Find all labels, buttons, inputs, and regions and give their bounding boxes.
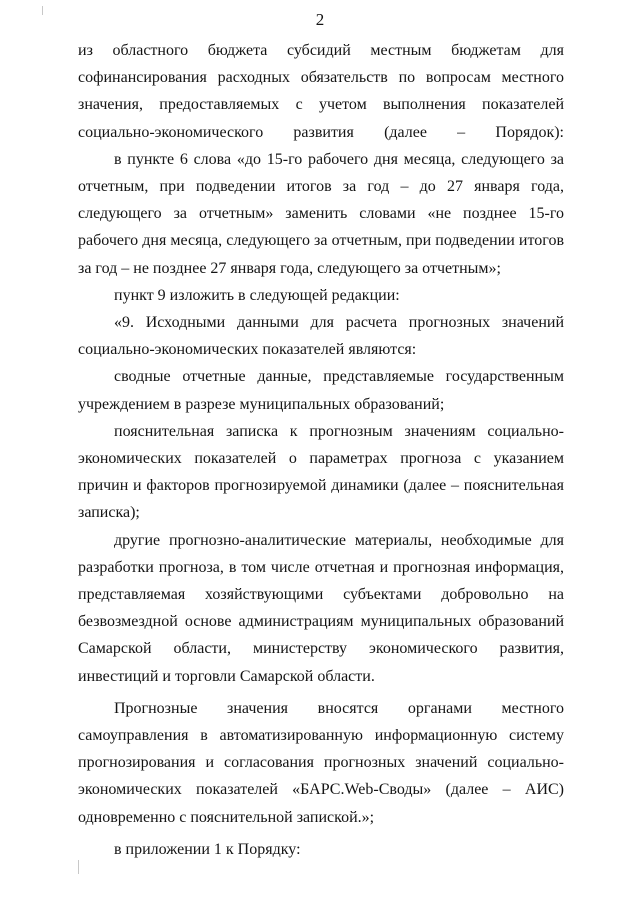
- paragraph-item-9-intro: пункт 9 изложить в следующей редакции:: [114, 286, 400, 304]
- paragraph-item-9-text: «9. Исходными данными для расчета прогнозных значений социально-экономических показателей являются:: [78, 314, 564, 359]
- paragraph-other-materials: другие прогнозно-аналитические материалы, необходимые для разработки прогноза, в том числе отчетная и прогнозная информация, представляемая хозяйствующими субъектами добровольно на безвозмездной основе администрациям муниципальных образований Самарской области, министерству экономического развития, инвестиций и торговли Самарской области.: [78, 531, 564, 685]
- document-body: [78, 37, 564, 863]
- paragraph-appendix-1: в приложении 1 к Порядку:: [114, 840, 301, 858]
- scan-mark: [78, 860, 79, 874]
- paragraph-summary-data: сводные отчетные данные, представляемые государственным учреждением в разрезе муниципальных образований;: [78, 368, 564, 413]
- paragraph-item-6: в пункте 6 слова «до 15-го рабочего дня месяца, следующего за отчетным, при подведении итогов за год – до 27 января года, следующего за отчетным» заменить словами «не позднее 15-го рабочего дня месяца, следующего за отчетным, при подведении итогов за год – не позднее 27 января года, следующего за отчетным»;: [78, 150, 564, 277]
- paragraph-continuation: из областного бюджета субсидий местным бюджетам для софинансирования расходных обязательств по вопросам местного значения, предоставляемых с учетом выполнения показателей социально-экономического развития (далее – Порядок):: [78, 42, 564, 141]
- paragraph-forecast-values: Прогнозные значения вносятся органами местного самоуправления в автоматизированную информационную систему прогнозирования и согласования прогнозных значений социально-экономических показателей «БАРС.Web-Своды» (далее – АИС) одновременно с пояснительной запиской.»;: [78, 699, 564, 826]
- scan-mark: [42, 6, 43, 15]
- page-number: 2: [315, 10, 325, 29]
- paragraph-explanatory-note: пояснительная записка к прогнозным значениям социально-экономических показателей о параметрах прогноза с указанием причин и факторов прогнозируемой динамики (далее – пояснительная записка);: [78, 422, 564, 522]
